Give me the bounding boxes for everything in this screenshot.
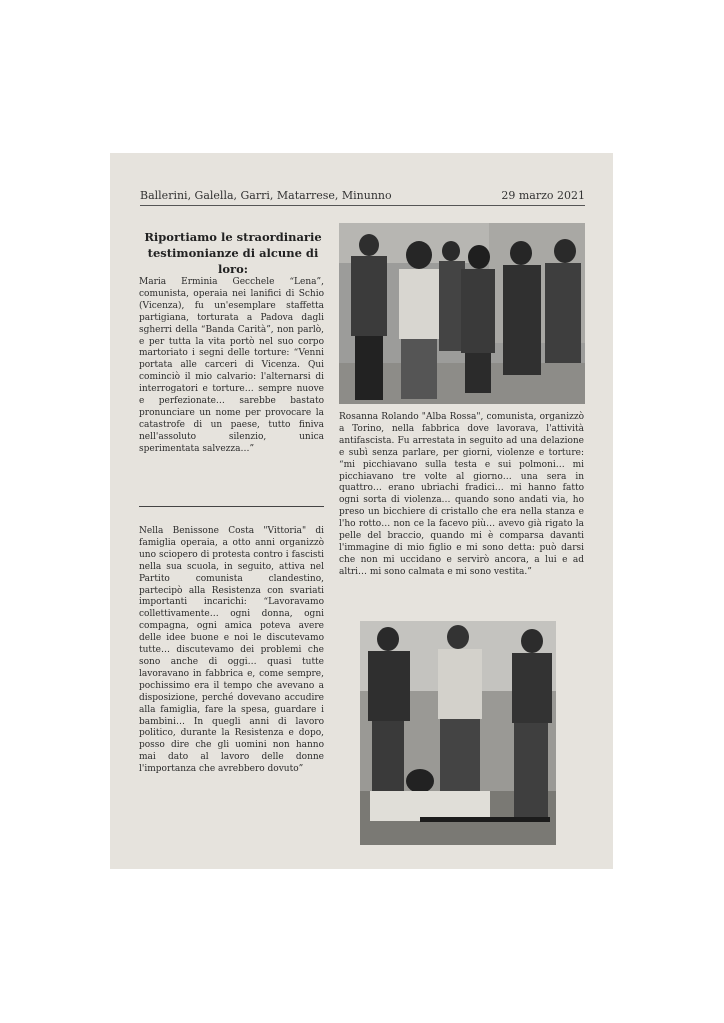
authors-line: Ballerini, Galella, Garri, Matarrese, Minunno [140, 189, 392, 202]
partisans-photo-top [339, 223, 585, 404]
testimony-vittoria: Nella Benissone Costa "Vittoria" di famiglia operaia, a otto anni organizzò uno sciopero di protesta contro i fascisti nella sua scuola, in seguito, attiva nel Partito comunista clandestino, partecipò alla Resistenza con svariati importanti incarichi: “Lavoravamo collettivamente… ogni donna, ogni compagna, ogni amica poteva avere delle idee buone e noi le discutevamo tutte… discutevamo dei problemi che sono anche di oggi… quasi tutte lavoravano in fabbrica e, come sempre, pochissimo era il tempo che avevano a disposizione, perché dovevano accudire alla famiglia, fare la spesa, guardare i bambini… In quegli anni di lavoro politico, durante la Resistenza e dopo, posso dire che gli uomini non hanno mai dato al lavoro delle donne l'importanza che avrebbero dovuto” [139, 526, 324, 775]
page-header [140, 190, 585, 206]
document-page [110, 153, 613, 869]
partisans-photo-bottom [360, 621, 556, 845]
testimony-lena: Maria Erminia Gecchele “Lena”, comunista, operaia nei lanifici di Schio (Vicenza), fu un'esemplare staffetta partigiana, torturata a Padova dagli sgherri della “Banda Carità”, non parlò, e per tutta la vita portò nel suo corpo martoriato i segni delle torture: “Venni portata alle carceri di Vicenza. Qui cominciò il mio calvario: l'alternarsi di interrogatori e torture… sempre nuove e perfezionate… sarebbe bastato pronunciare un nome per provocare la catastrofe di un paese, tutto finiva nell'assoluto silenzio, unica sperimentata salvezza…” [139, 277, 324, 454]
section-heading: Riportiamo le straordinarie testimonianze di alcune di loro: [144, 230, 322, 276]
testimony-alba-rossa: Rosanna Rolando "Alba Rossa", comunista, organizzò a Torino, nella fabbrica dove lavorava, l'attività antifascista. Fu arrestata in seguito ad una delazione e subì senza parlare, per giorni, violenze e torture: “mi picchiavano sulla testa e sui polmoni… mi picchiavano tre volte al giorno… una sera in quattro… erano ubriachi fradici… mi hanno fatto ogni sorta di violenza… quando sono andati via, ho preso un bicchiere di cristallo che era nella stanza e l'ho rotto… non ce la facevo più… avevo già rigato la pelle del braccio, quando mi è comparsa davanti l'immagine di mio figlio e mi sono detta: può darsi che non mi uccidano e servirò ancora, a lui e ad altri… mi sono calmata e mi sono vestita.” [339, 412, 584, 577]
divider-line [139, 506, 324, 507]
date-line: 29 marzo 2021 [501, 189, 585, 202]
